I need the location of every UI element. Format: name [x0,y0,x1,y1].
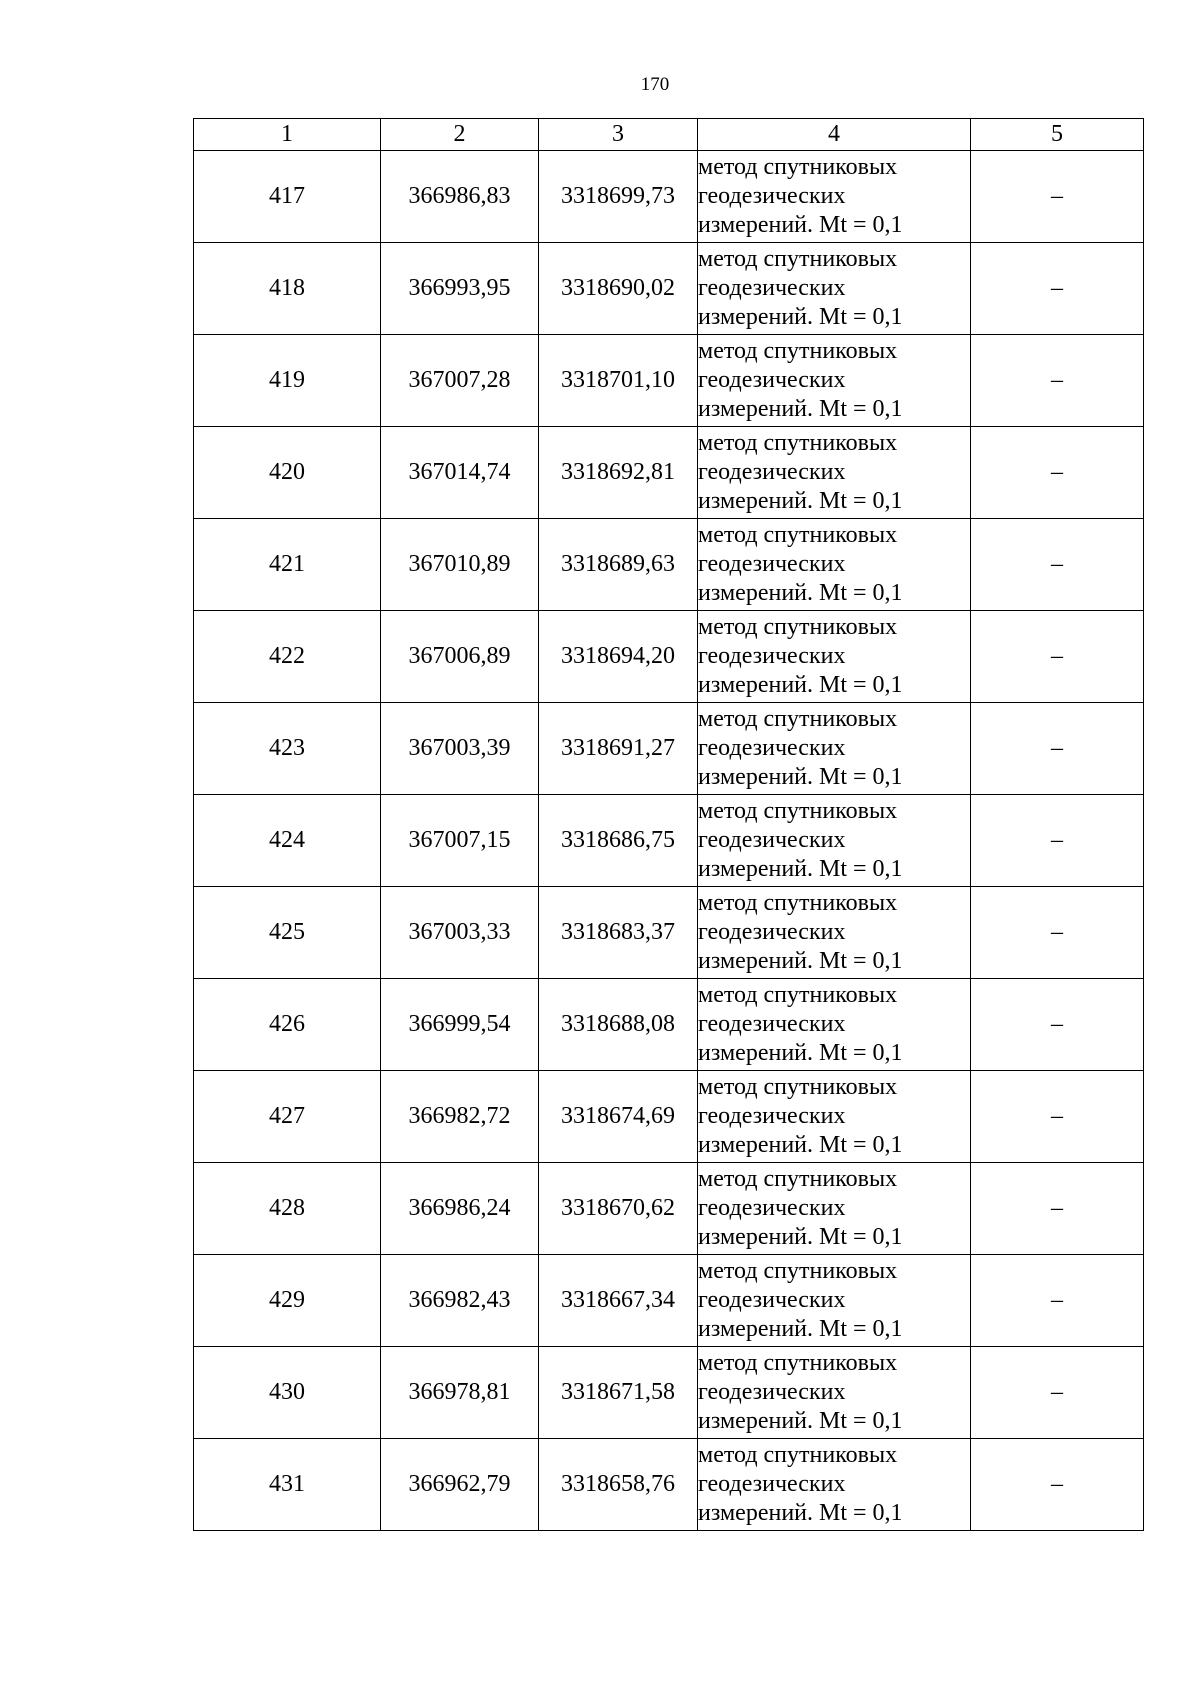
extra-cell: – [971,519,1144,611]
method-cell [698,1071,971,1163]
y-coordinate-cell: 3318694,20 [539,611,698,703]
method-cell [698,1255,971,1347]
point-number-cell: 431 [194,1439,381,1531]
point-number-cell: 423 [194,703,381,795]
point-number-cell: 419 [194,335,381,427]
method-line: геодезических [698,459,846,485]
extra-cell: – [971,979,1144,1071]
method-line: метод спутниковых [698,706,898,732]
point-number-cell: 425 [194,887,381,979]
method-line: метод спутниковых [698,338,898,364]
method-line: измерений. Mt = 0,1 [698,1040,903,1066]
extra-cell: – [971,1347,1144,1439]
method-line: метод спутниковых [698,1350,898,1376]
method-line: геодезических [698,919,846,945]
method-cell [698,427,971,519]
method-line: метод спутниковых [698,522,898,548]
table-row [194,887,1144,979]
method-cell [698,979,971,1071]
y-coordinate-cell: 3318671,58 [539,1347,698,1439]
method-cell [698,335,971,427]
method-line: геодезических [698,367,846,393]
point-number-cell: 427 [194,1071,381,1163]
method-line: измерений. Mt = 0,1 [698,764,903,790]
y-coordinate-cell: 3318689,63 [539,519,698,611]
point-number-cell: 429 [194,1255,381,1347]
extra-cell: – [971,427,1144,519]
method-line: метод спутниковых [698,614,898,640]
extra-cell: – [971,243,1144,335]
table-header [194,119,1144,151]
table-row [194,795,1144,887]
table-row [194,1163,1144,1255]
method-line: измерений. Mt = 0,1 [698,212,903,238]
method-line: геодезических [698,275,846,301]
method-cell [698,1439,971,1531]
y-coordinate-cell: 3318670,62 [539,1163,698,1255]
extra-cell: – [971,795,1144,887]
method-line: измерений. Mt = 0,1 [698,948,903,974]
table-row [194,427,1144,519]
point-number-cell: 418 [194,243,381,335]
method-cell [698,887,971,979]
method-line: геодезических [698,735,846,761]
extra-cell: – [971,1071,1144,1163]
method-line: метод спутниковых [698,1258,898,1284]
x-coordinate-cell: 366978,81 [381,1347,539,1439]
method-cell [698,1347,971,1439]
point-number-cell: 420 [194,427,381,519]
y-coordinate-cell: 3318699,73 [539,151,698,243]
method-line: метод спутниковых [698,246,898,272]
header-col-4: 4 [698,119,971,151]
x-coordinate-cell: 366999,54 [381,979,539,1071]
method-line: метод спутниковых [698,1442,898,1468]
table-row [194,519,1144,611]
method-line: геодезических [698,1011,846,1037]
x-coordinate-cell: 367003,33 [381,887,539,979]
method-line: измерений. Mt = 0,1 [698,1316,903,1342]
header-col-3: 3 [539,119,698,151]
method-line: измерений. Mt = 0,1 [698,396,903,422]
table-row [194,151,1144,243]
y-coordinate-cell: 3318691,27 [539,703,698,795]
method-line: метод спутниковых [698,430,898,456]
method-line: измерений. Mt = 0,1 [698,1408,903,1434]
point-number-cell: 424 [194,795,381,887]
extra-cell: – [971,1255,1144,1347]
method-line: метод спутниковых [698,798,898,824]
method-cell [698,1163,971,1255]
method-line: геодезических [698,183,846,209]
point-number-cell: 417 [194,151,381,243]
table-row [194,611,1144,703]
method-line: измерений. Mt = 0,1 [698,672,903,698]
x-coordinate-cell: 367003,39 [381,703,539,795]
point-number-cell: 426 [194,979,381,1071]
x-coordinate-cell: 366986,83 [381,151,539,243]
table-row [194,979,1144,1071]
table-row [194,243,1144,335]
method-cell [698,703,971,795]
method-cell [698,151,971,243]
y-coordinate-cell: 3318658,76 [539,1439,698,1531]
method-line: измерений. Mt = 0,1 [698,1132,903,1158]
y-coordinate-cell: 3318674,69 [539,1071,698,1163]
method-line: геодезических [698,1103,846,1129]
method-line: измерений. Mt = 0,1 [698,1224,903,1250]
coordinates-table [193,118,1144,1531]
page-number: 170 [640,74,670,95]
table-row [194,703,1144,795]
table-row [194,1255,1144,1347]
header-col-1: 1 [194,119,381,151]
method-line: метод спутниковых [698,1166,898,1192]
method-line: метод спутниковых [698,154,898,180]
method-line: измерений. Mt = 0,1 [698,304,903,330]
y-coordinate-cell: 3318690,02 [539,243,698,335]
method-line: метод спутниковых [698,982,898,1008]
method-line: геодезических [698,643,846,669]
y-coordinate-cell: 3318667,34 [539,1255,698,1347]
y-coordinate-cell: 3318683,37 [539,887,698,979]
method-line: измерений. Mt = 0,1 [698,488,903,514]
x-coordinate-cell: 366986,24 [381,1163,539,1255]
extra-cell: – [971,151,1144,243]
method-cell [698,795,971,887]
x-coordinate-cell: 366982,43 [381,1255,539,1347]
header-col-2: 2 [381,119,539,151]
extra-cell: – [971,335,1144,427]
method-line: измерений. Mt = 0,1 [698,1500,903,1526]
x-coordinate-cell: 367014,74 [381,427,539,519]
x-coordinate-cell: 366982,72 [381,1071,539,1163]
method-cell [698,243,971,335]
method-line: геодезических [698,827,846,853]
x-coordinate-cell: 366993,95 [381,243,539,335]
x-coordinate-cell: 367007,28 [381,335,539,427]
method-line: геодезических [698,551,846,577]
table-row [194,1439,1144,1531]
method-line: геодезических [698,1379,846,1405]
method-line: геодезических [698,1471,846,1497]
table-row [194,1071,1144,1163]
y-coordinate-cell: 3318692,81 [539,427,698,519]
method-cell [698,519,971,611]
table-body [194,151,1144,1531]
table-row [194,1347,1144,1439]
x-coordinate-cell: 367007,15 [381,795,539,887]
method-cell [698,611,971,703]
extra-cell: – [971,611,1144,703]
method-line: геодезических [698,1287,846,1313]
extra-cell: – [971,703,1144,795]
header-col-5: 5 [971,119,1144,151]
method-line: измерений. Mt = 0,1 [698,856,903,882]
y-coordinate-cell: 3318701,10 [539,335,698,427]
extra-cell: – [971,887,1144,979]
point-number-cell: 422 [194,611,381,703]
method-line: метод спутниковых [698,1074,898,1100]
method-line: измерений. Mt = 0,1 [698,580,903,606]
table-row [194,335,1144,427]
extra-cell: – [971,1163,1144,1255]
x-coordinate-cell: 367010,89 [381,519,539,611]
method-line: геодезических [698,1195,846,1221]
point-number-cell: 428 [194,1163,381,1255]
y-coordinate-cell: 3318686,75 [539,795,698,887]
x-coordinate-cell: 366962,79 [381,1439,539,1531]
extra-cell: – [971,1439,1144,1531]
y-coordinate-cell: 3318688,08 [539,979,698,1071]
point-number-cell: 421 [194,519,381,611]
method-line: метод спутниковых [698,890,898,916]
x-coordinate-cell: 367006,89 [381,611,539,703]
header-row [194,119,1144,151]
point-number-cell: 430 [194,1347,381,1439]
